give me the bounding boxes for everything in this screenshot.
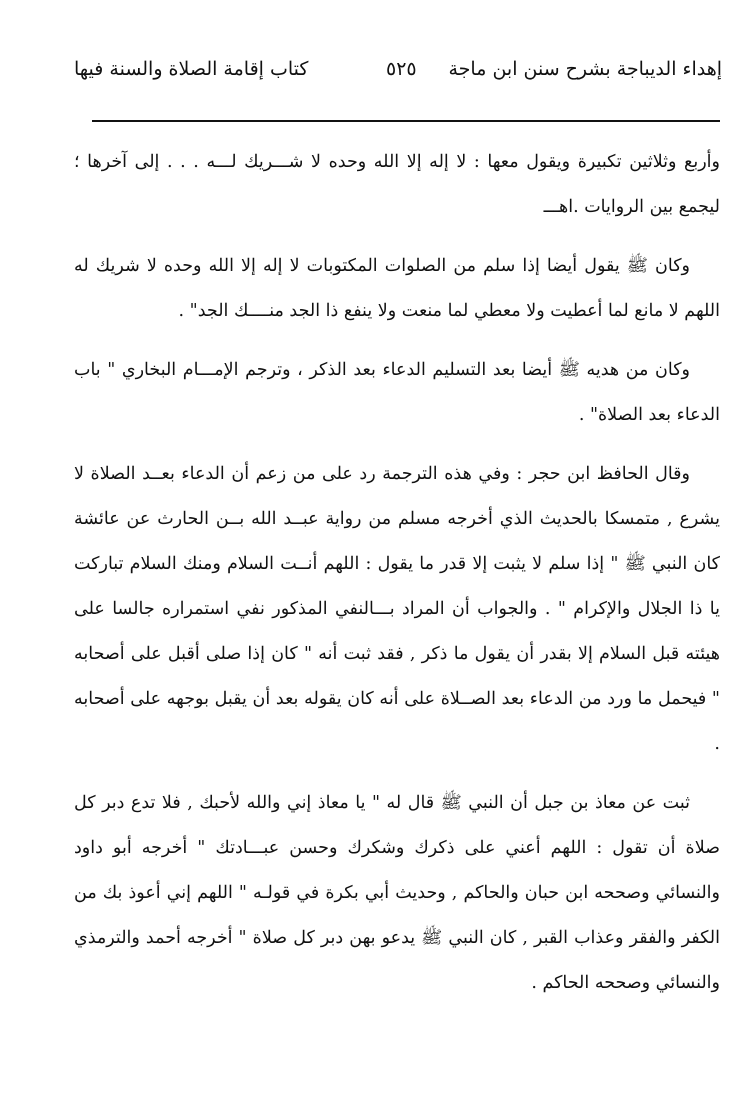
paragraph-4: وقال الحافظ ابن حجر : وفي هذه الترجمة رد على من زعم أن الدعاء بعــد الصلاة لا يشرع , متمسكا بالحديث الذي أخرجه مسلم من رواية عبــد الله بــن الحارث عن عائشة كان النبي ﷺ " إذا سلم لا يثبت إلا قدر ما يقول : اللهم أنــت السلام ومنك السلام تباركت يا ذا الجلال والإكرام " . والجواب أن المراد بـــالنفي المذكور نفي استمراره جالسا على هيئته قبل السلام إلا بقدر أن يقول ما ذكر , فقد ثبت أنه " كان إذا صلى أقبل على أصحابه " فيحمل ما ورد من الدعاء بعد الصــلاة على أنه كان يقوله بعد أن يقبل بوجهه على أصحابه . [74,464,720,754]
paragraph-5: ثبت عن معاذ بن جبل أن النبي ﷺ قال له " يا معاذ إني والله لأحبك , فلا تدع دبر كل صلاة أن تقول : اللهم أعني على ذكرك وشكرك وحسن عبـــادتك " أخرجه أبو داود والنسائي وصححه ابن حبان والحاكم , وحديث أبي بكرة في قولـه " اللهم إني أعوذ بك من الكفر والفقر وعذاب القبر , كان النبي ﷺ يدعو بهن دبر كل صلاة " أخرجه أحمد والترمذي والنسائي وصححه الحاكم . [74,793,720,993]
paragraph-1: وأربع وثلاثين تكبيرة ويقول معها : لا إله إلا الله وحده لا شـــريك لـــه . . . إلى آخرها ؛ ليجمع بين الروايات .اهـــ [74,152,720,217]
book-title: إهداء الديباجة بشرح سنن ابن ماجة [448,58,722,80]
page-number: ٥٢٥ [386,58,417,80]
body-text [74,140,720,1020]
header-divider [92,120,720,122]
running-header [74,58,722,88]
chapter-title: كتاب إقامة الصلاة والسنة فيها [74,58,309,80]
paragraph-3: وكان من هديه ﷺ أيضا بعد التسليم الدعاء بعد الذكر ، وترجم الإمـــام البخاري " باب الدعاء بعد الصلاة" . [74,360,720,425]
paragraph-2: وكان ﷺ يقول أيضا إذا سلم من الصلوات المكتوبات لا إله إلا الله وحده لا شريك له اللهم لا مانع لما أعطيت ولا معطي لما منعت ولا ينفع ذا الجد منــــك الجد" . [74,256,720,321]
